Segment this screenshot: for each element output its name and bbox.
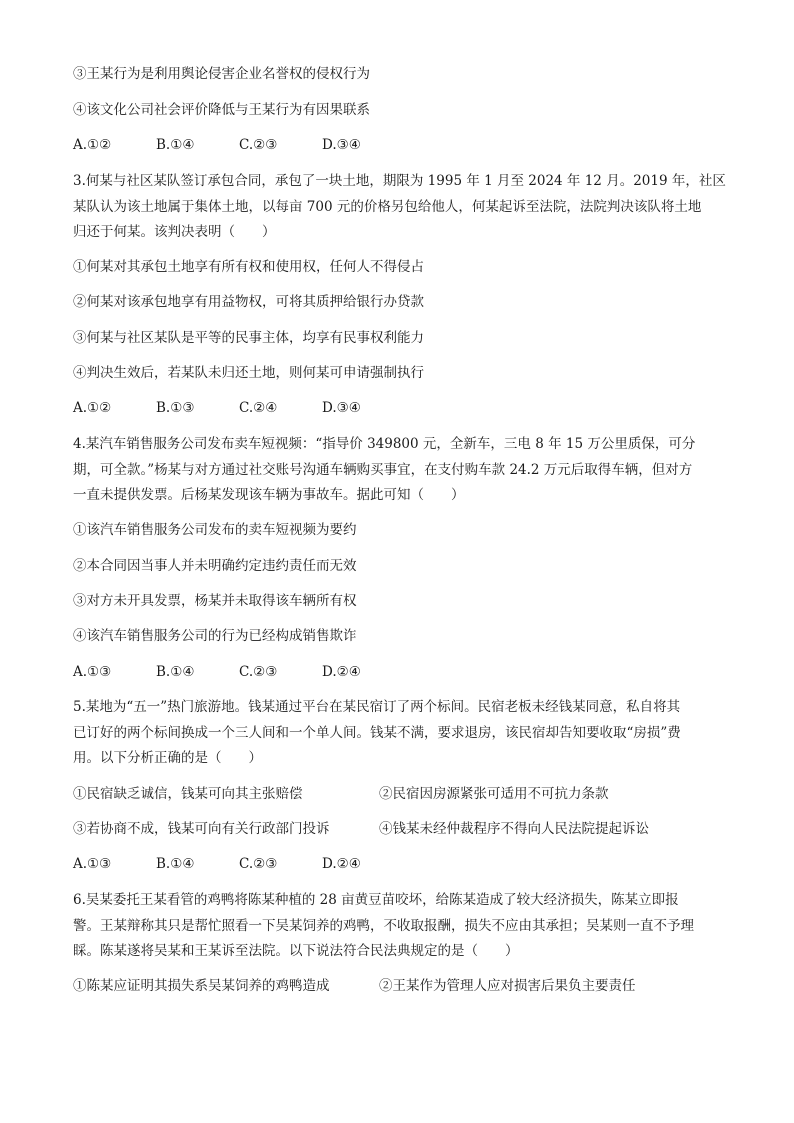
q5-stem-line-2: 已订好的两个标间换成一个三人间和一个单人间。钱某不满，要求退房，该民宿却告知要收取“房损”费 [73,725,681,741]
q2-choice-c: C.②③ [239,137,278,153]
q6-stem-line-3: 睬。陈某遂将吴某和王某诉至法院。以下说法符合民法典规定的是（ ） [73,943,519,959]
q4-stem-line-3: 一直未提供发票。后杨某发现该车辆为事故车。据此可知（ ） [73,487,465,503]
q3-stem-line-1: 3.何某与社区某队签订承包合同，承包了一块土地，期限为 1995 年 1 月至 2024 年 12 月。2019 年，社区 [73,173,726,189]
q4-choice-d: D.②④ [322,664,361,680]
q3-choice-d: D.③④ [322,400,361,416]
q5-statement-1: ①民宿缺乏诚信，钱某可向其主张赔偿 [73,786,303,802]
q4-statement-2: ②本合同因当事人并未明确约定违约责任而无效 [73,558,357,574]
q4-choice-b: B.①④ [156,664,195,680]
q5-statement-2: ②民宿因房源紧张可适用不可抗力条款 [379,786,609,802]
q4-statement-4: ④该汽车销售服务公司的行为已经构成销售欺诈 [73,628,357,644]
q6-stem-line-1: 6.吴某委托王某看管的鸡鸭将陈某种植的 28 亩黄豆苗咬坏，给陈某造成了较大经济损失，陈某立即报 [73,892,679,908]
q5-choice-c: C.②③ [239,856,278,872]
q4-stem-line-1: 4.某汽车销售服务公司发布卖车短视频：“指导价 349800 元，全新车，三电 8 年 15 万公里质保，可分 [73,436,696,452]
q6-statement-2: ②王某作为管理人应对损害后果负主要责任 [379,978,636,994]
q5-statements-row-1 [73,784,609,804]
q5-choice-b: B.①④ [156,856,195,872]
q5-stem-line-3: 用。以下分析正确的是（ ） [73,750,262,766]
q6-statements-row-1 [73,976,636,996]
q5-statements-row-2 [73,819,649,839]
q5-choice-a: A.①③ [73,856,112,872]
q3-choice-a: A.①② [73,400,112,416]
q5-choices [73,854,405,874]
q3-stem-line-3: 归还于何某。该判决表明（ ） [73,224,276,240]
q2-choices [73,135,405,155]
q5-choice-d: D.②④ [322,856,361,872]
q2-statement-4: ④该文化公司社会评价降低与王某行为有因果联系 [73,102,370,118]
q4-choice-a: A.①③ [73,664,112,680]
q2-choice-a: A.①② [73,137,112,153]
q3-statement-3: ③何某与社区某队是平等的民事主体，均享有民事权利能力 [73,330,424,346]
q3-choices [73,398,405,418]
q4-choices [73,662,405,682]
q4-choice-c: C.②③ [239,664,278,680]
q3-statement-4: ④判决生效后，若某队未归还土地，则何某可申请强制执行 [73,365,424,381]
q2-statement-3: ③王某行为是利用舆论侵害企业名誉权的侵权行为 [73,66,370,82]
q4-statement-3: ③对方未开具发票，杨某并未取得该车辆所有权 [73,593,357,609]
q3-stem-line-2: 某队认为该土地属于集体土地，以每亩 700 元的价格另包给他人，何某起诉至法院，法院判决该队将土地 [73,199,702,215]
q4-stem-line-2: 期，可全款。”杨某与对方通过社交账号沟通车辆购买事宜，在支付购车款 24.2 万元后取得车辆，但对方 [73,462,693,478]
q6-stem-line-2: 警。王某辩称其只是帮忙照看一下吴某饲养的鸡鸭，不收取报酬，损失不应由其承担；吴某则一直不予理 [73,918,694,934]
q5-statement-3: ③若协商不成，钱某可向有关行政部门投诉 [73,821,330,837]
q2-choice-d: D.③④ [322,137,361,153]
q5-stem-line-1: 5.某地为“五一”热门旅游地。钱某通过平台在某民宿订了两个标间。民宿老板未经钱某同意，私自将其 [73,699,681,715]
q5-statement-4: ④钱某未经仲裁程序不得向人民法院提起诉讼 [379,821,649,837]
q6-statement-1: ①陈某应证明其损失系吴某饲养的鸡鸭造成 [73,978,330,994]
q4-statement-1: ①该汽车销售服务公司发布的卖车短视频为要约 [73,522,357,538]
q2-choice-b: B.①④ [156,137,195,153]
q3-choice-b: B.①③ [156,400,195,416]
q3-choice-c: C.②④ [239,400,278,416]
q3-statement-2: ②何某对该承包地享有用益物权，可将其质押给银行办贷款 [73,294,424,310]
q3-statement-1: ①何某对其承包土地享有所有权和使用权，任何人不得侵占 [73,259,424,275]
